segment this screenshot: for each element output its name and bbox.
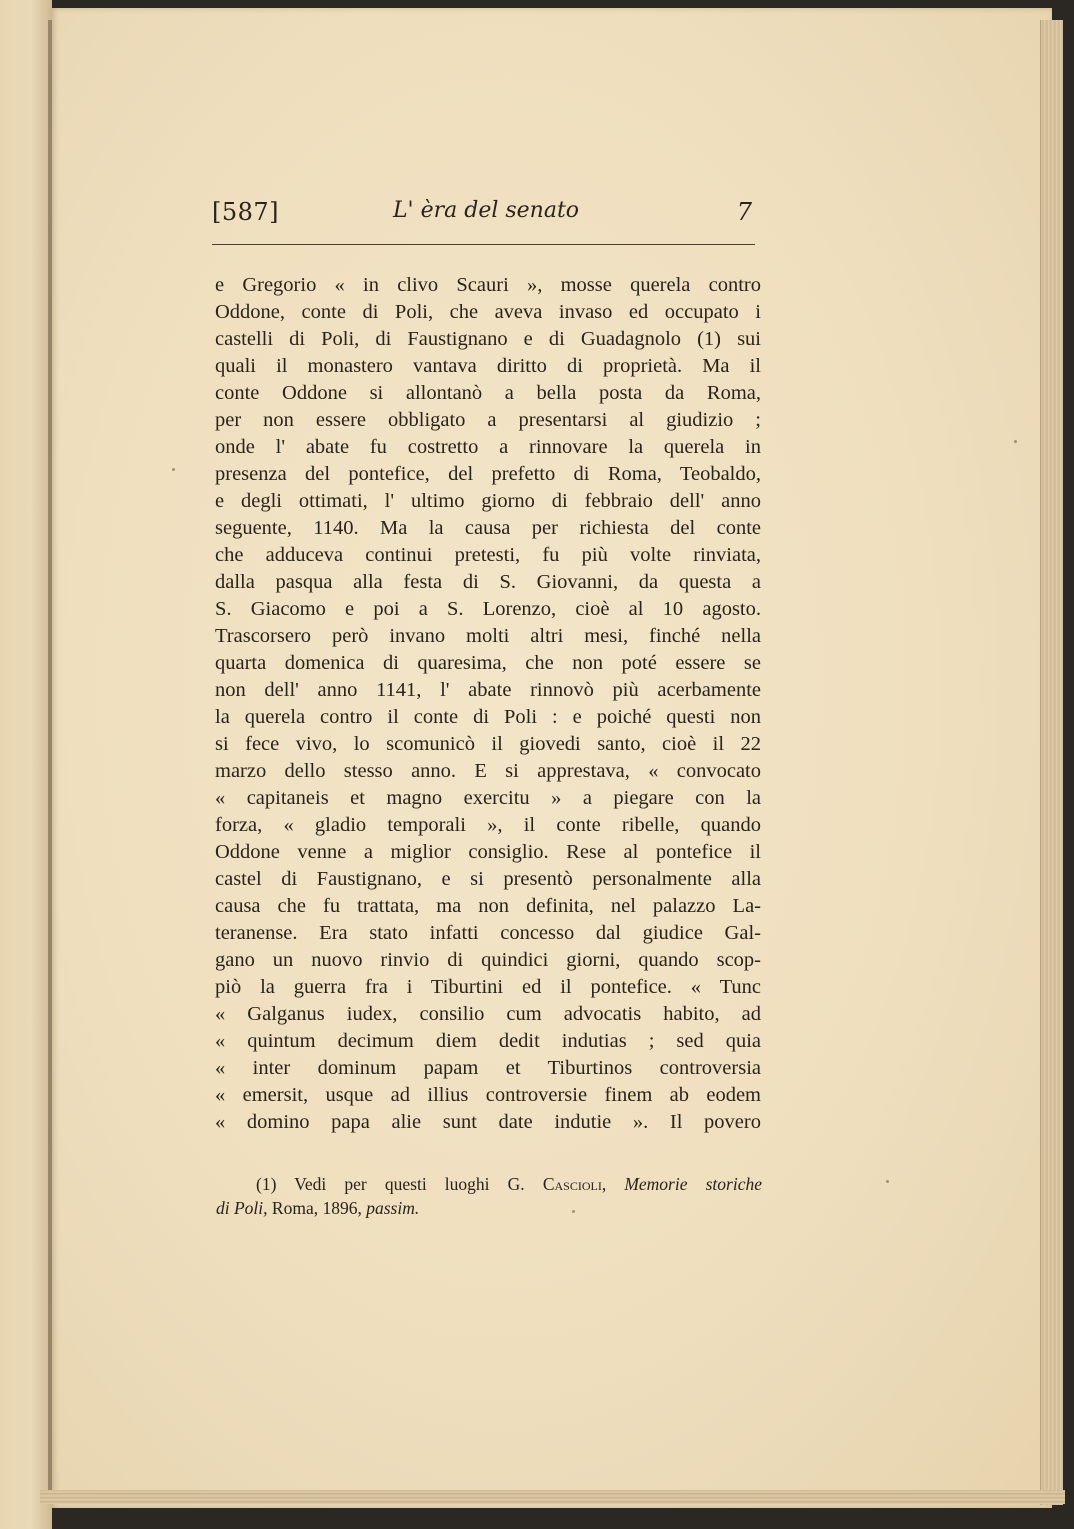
text-line: e Gregorio « in clivo Scauri », mosse querela contro [215, 274, 761, 296]
text-line: seguente, 1140. Ma la causa per richiesta del conte [215, 517, 761, 539]
text-line: « quintum decimum diem dedit indutias ; sed quia [215, 1030, 761, 1052]
text-line: onde l' abate fu costretto a rinnovare la querela in [215, 436, 761, 458]
footnote-line-2 [216, 1196, 762, 1220]
paper-speck [572, 1210, 575, 1213]
footnote-passim: passim. [366, 1198, 420, 1218]
page-reference: [587] [212, 198, 280, 226]
paper-speck [172, 468, 175, 471]
text-line: la querela contro il conte di Poli : e poiché questi non [215, 706, 761, 728]
paper-speck [1014, 440, 1017, 443]
page-stack-edge [1040, 20, 1063, 1505]
text-line: piò la guerra fra i Tiburtini ed il pontefice. « Tunc [215, 976, 761, 998]
text-line: Oddone, conte di Poli, che aveva invaso ed occupato i [215, 301, 761, 323]
page-number: 7 [736, 198, 752, 226]
paper-speck [886, 1180, 889, 1183]
text-line: castel di Faustignano, e si presentò personalmente alla [215, 868, 761, 890]
chapter-title: L' èra del senato [392, 198, 580, 223]
text-line: « Galganus iudex, consilio cum advocatis habito, ad [215, 1003, 761, 1025]
text-line: « capitaneis et magno exercitu » a piegare con la [215, 787, 761, 809]
footnote-marker: (1) [256, 1174, 277, 1194]
footnote-place-year: Roma, 1896, [271, 1198, 362, 1218]
text-line: Trascorsero però invano molti altri mesi, finché nella [215, 625, 761, 647]
text-line: « inter dominum papam et Tiburtinos controversia [215, 1057, 761, 1079]
text-line: teranense. Era stato infatti concesso dal giudice Gal- [215, 922, 761, 944]
footnote-title-cont: di Poli, [216, 1198, 268, 1218]
text-line: e degli ottimati, l' ultimo giorno di febbraio dell' anno [215, 490, 761, 512]
text-line: causa che fu trattata, ma non definita, nel palazzo La- [215, 895, 761, 917]
text-line: quali il monastero vantava diritto di proprietà. Ma il [215, 355, 761, 377]
text-line: S. Giacomo e poi a S. Lorenzo, cioè al 10 agosto. [215, 598, 761, 620]
facing-page-edge [0, 0, 52, 1529]
text-line: conte Oddone si allontanò a bella posta da Roma, [215, 382, 761, 404]
footnote-title: Memorie storiche [624, 1174, 763, 1194]
footnote [216, 1172, 762, 1220]
text-line: marzo dello stesso anno. E si apprestava, « convocato [215, 760, 761, 782]
text-line: forza, « gladio temporali », il conte ribelle, quando [215, 814, 761, 836]
text-line: presenza del pontefice, del prefetto di Roma, Teobaldo, [215, 463, 761, 485]
text-line: gano un nuovo rinvio di quindici giorni, quando scop- [215, 949, 761, 971]
text-line: quarta domenica di quaresima, che non poté essere se [215, 652, 761, 674]
text-line: per non essere obbligato a presentarsi al giudizio ; [215, 409, 761, 431]
text-line: « emersit, usque ad illius controversie finem ab eodem [215, 1084, 761, 1106]
text-line: castelli di Poli, di Faustignano e di Guadagnolo (1) sui [215, 328, 761, 350]
text-line: si fece vivo, lo scomunicò il giovedi santo, cioè il 22 [215, 733, 761, 755]
footnote-text: Vedi per questi luoghi G. [294, 1174, 525, 1194]
page-bottom-edge [40, 1490, 1065, 1504]
text-line: Oddone venne a miglior consiglio. Rese al pontefice il [215, 841, 761, 863]
body-text [215, 272, 761, 1136]
running-head [212, 196, 760, 236]
text-line: non dell' anno 1141, l' abate rinnovò più acerbamente [215, 679, 761, 701]
footnote-author: Cascioli, [542, 1174, 607, 1194]
text-line: « domino papa alie sunt date indutie ». Il povero [215, 1111, 761, 1133]
text-line: dalla pasqua alla festa di S. Giovanni, da questa a [215, 571, 761, 593]
footnote-line-1 [216, 1172, 762, 1196]
text-line: che adduceva continui pretesti, fu più volte rinviata, [215, 544, 761, 566]
header-rule [212, 244, 755, 245]
